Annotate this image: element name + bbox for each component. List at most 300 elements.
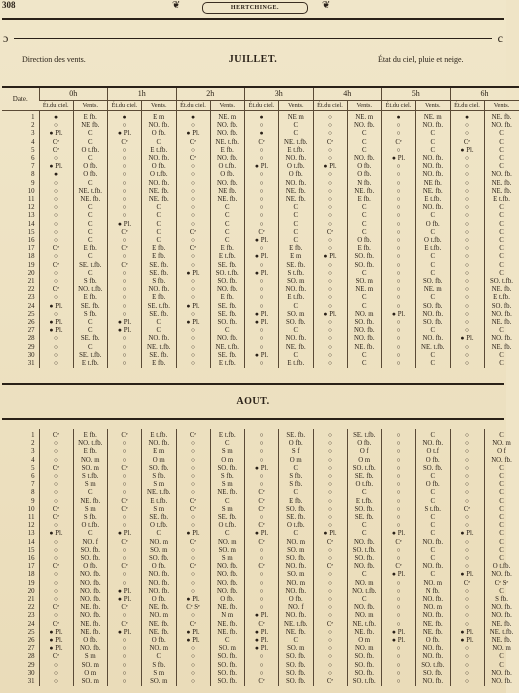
wind-cell: SO. fb. — [484, 303, 519, 311]
sky-state-cell: ○ — [450, 294, 484, 302]
sky-state-cell: Cᵉ — [176, 539, 210, 547]
wind-cell: O m — [279, 457, 314, 465]
sky-state-cell: ○ — [108, 637, 142, 645]
table-row — [2, 539, 519, 547]
sky-state-cell: ○ — [39, 270, 73, 278]
wind-cell: C — [210, 498, 245, 506]
table-row — [2, 637, 519, 645]
sky-state-cell: ○ — [313, 522, 347, 530]
table-row — [2, 621, 519, 629]
sky-state-cell: ○ — [245, 188, 279, 196]
date-cell: 4 — [31, 456, 35, 464]
wind-cell: NO. fb. — [142, 440, 177, 448]
wind-cell: C — [73, 530, 108, 538]
wind-cell: O fb. — [416, 457, 451, 465]
sky-state-cell: ○ — [245, 303, 279, 311]
table-row — [2, 457, 519, 465]
date-cell: 29 — [27, 343, 35, 351]
wind-cell: C — [416, 212, 451, 220]
wind-cell: NO. fb. — [484, 122, 519, 130]
wind-cell: NE fb. — [416, 180, 451, 188]
sky-state-cell: ○ — [313, 547, 347, 555]
wind-cell: E fb. — [73, 294, 108, 302]
table-row — [2, 344, 519, 352]
sky-state-cell: ○ — [382, 481, 416, 489]
sky-state-cell: ● Pl. — [39, 645, 73, 653]
wind-cell: NE. fb. — [484, 319, 519, 327]
wind-cell: SE. fb. — [210, 311, 245, 319]
sky-state-cell: ○ — [313, 481, 347, 489]
sky-state-cell: ○ — [450, 360, 484, 368]
date-cell: 10 — [27, 505, 35, 513]
date-cell: 7 — [31, 481, 35, 489]
sky-state-cell: ○ — [382, 344, 416, 352]
wind-cell: C — [484, 245, 519, 253]
wind-cell: NO. m — [210, 539, 245, 547]
sky-state-cell: ○ — [450, 229, 484, 237]
wind-cell: S m — [73, 506, 108, 514]
sky-state-cell: ○ — [245, 155, 279, 163]
wind-cell: C — [484, 539, 519, 547]
wind-cell: NE. fb. — [347, 344, 382, 352]
sky-state-cell: ○ — [450, 653, 484, 661]
sky-state-cell: ● Pl. — [176, 629, 210, 637]
wind-cell: C — [73, 270, 108, 278]
sky-state-cell: ○ — [176, 678, 210, 686]
date-cell: 21 — [27, 596, 35, 604]
sky-state-cell: ○ — [39, 237, 73, 245]
sky-state-cell: ○ — [108, 237, 142, 245]
sky-state-cell: Cᵉ — [108, 621, 142, 629]
hour-header-2: 2h — [176, 87, 245, 101]
wind-cell: SO. m — [279, 311, 314, 319]
sky-state-cell: ○ — [382, 286, 416, 294]
wind-cell: SO. fb. — [347, 653, 382, 661]
sky-state-cell: Cᵉ — [108, 498, 142, 506]
sky-state-cell: ○ — [313, 596, 347, 604]
sky-state-cell: ○ — [245, 670, 279, 678]
sky-state-cell: ○ — [313, 432, 347, 440]
date-cell: 12 — [27, 204, 35, 212]
table-row — [2, 473, 519, 481]
date-cell: 3 — [31, 130, 35, 138]
sky-state-cell: ○ — [313, 360, 347, 368]
table-july — [2, 86, 519, 368]
wind-cell: C — [416, 327, 451, 335]
sky-state-cell: ○ — [382, 580, 416, 588]
wind-cell: NE. t.fb. — [279, 139, 314, 147]
sky-state-cell: ○ — [245, 580, 279, 588]
header-right: État du ciel, pluie et neige. — [378, 55, 464, 64]
wind-cell: NO. fb. — [484, 678, 519, 686]
wind-cell: NO. fb. — [416, 678, 451, 686]
wind-cell: O m — [210, 457, 245, 465]
date-cell: 6 — [31, 155, 35, 163]
wind-cell: C — [484, 139, 519, 147]
wind-cell: C — [484, 327, 519, 335]
wind-cell: NE. fb. — [210, 489, 245, 497]
table-row — [2, 212, 519, 220]
wind-cell: C — [416, 530, 451, 538]
wind-cell: O fb. — [347, 237, 382, 245]
date-cell: 16 — [27, 555, 35, 563]
wind-cell: C — [416, 432, 451, 440]
sky-state-cell: ● Pl. — [313, 530, 347, 538]
wind-cell: O fb. — [210, 171, 245, 179]
wind-cell: C — [347, 571, 382, 579]
sky-state-cell: ○ — [382, 670, 416, 678]
sky-state-cell: ○ — [382, 245, 416, 253]
ornament-left-icon: ❦ — [172, 0, 181, 11]
sky-state-cell: ● Pl. — [450, 530, 484, 538]
wind-cell: SE. fb. — [279, 262, 314, 270]
sky-state-cell: ○ — [39, 547, 73, 555]
hour-header-1: 1h — [108, 87, 177, 101]
sky-state-cell: ● Pl. — [176, 270, 210, 278]
wind-cell: NO. t.fb. — [73, 440, 108, 448]
date-cell: 30 — [27, 669, 35, 677]
sky-state-cell: ○ — [108, 122, 142, 130]
sky-state-cell: ● Pl. — [176, 530, 210, 538]
wind-cell: C — [73, 180, 108, 188]
table-row — [2, 139, 519, 147]
wind-cell: NE. fb. — [73, 629, 108, 637]
wind-cell: O f — [347, 448, 382, 456]
wind-cell: O t.fb. — [73, 522, 108, 530]
sky-state-cell: ○ — [245, 262, 279, 270]
wind-cell: NO. fb. — [347, 122, 382, 130]
sky-state-cell: ○ — [450, 319, 484, 327]
sky-state-cell: ○ — [39, 344, 73, 352]
table-row — [2, 580, 519, 588]
table-row — [2, 555, 519, 563]
table-row — [2, 286, 519, 294]
wind-cell: O t.fb. — [279, 163, 314, 171]
wind-cell: S fb. — [279, 481, 314, 489]
sky-state-cell: Cᵉ — [313, 678, 347, 686]
wind-cell: NE. m — [416, 114, 451, 122]
sky-state-cell: Cᵉ — [245, 229, 279, 237]
wind-cell: NO. fb. — [210, 122, 245, 130]
sky-state-cell: ○ — [450, 662, 484, 670]
table-row — [2, 122, 519, 130]
wind-cell: E fb. — [279, 245, 314, 253]
sky-state-cell: ○ — [450, 303, 484, 311]
table-row — [2, 270, 519, 278]
wind-cell: NO. fb. — [416, 645, 451, 653]
sky-state-cell: ○ — [450, 262, 484, 270]
wind-cell: NO. fb. — [279, 180, 314, 188]
sky-state-cell: Cᵉ — [39, 563, 73, 571]
sky-state-cell: ○ — [313, 237, 347, 245]
wind-cell: NO. fb. — [210, 130, 245, 138]
sky-state-cell: ○ — [382, 294, 416, 302]
wind-cell: NO. fb. — [416, 204, 451, 212]
wind-cell: SO. fb. — [347, 262, 382, 270]
table-row — [2, 506, 519, 514]
wind-cell: NE. t.fb. — [73, 188, 108, 196]
table-row — [2, 604, 519, 612]
wind-cell: NO. m — [73, 457, 108, 465]
wind-cell: NO. fb. — [484, 311, 519, 319]
wind-cell: C — [416, 270, 451, 278]
sky-state-cell: ● — [382, 114, 416, 122]
sky-state-cell: ○ — [39, 555, 73, 563]
sky-state-cell: ○ — [313, 604, 347, 612]
wind-cell: SO. m — [279, 645, 314, 653]
sky-state-cell: ○ — [450, 188, 484, 196]
sky-state-cell: ○ — [450, 221, 484, 229]
wind-cell: E fb. — [210, 294, 245, 302]
date-cell: 3 — [31, 448, 35, 456]
sky-state-cell: ○ — [176, 147, 210, 155]
sky-state-cell: ○ — [382, 440, 416, 448]
wind-cell: NO. m — [142, 612, 177, 620]
wind-cell: NO. fb. — [142, 588, 177, 596]
sky-state-cell: ○ — [450, 196, 484, 204]
sky-state-cell: ○ — [382, 212, 416, 220]
wind-cell: O m — [347, 637, 382, 645]
wind-cell: NE. fb. — [210, 196, 245, 204]
sky-state-cell: Cᵉ — [176, 139, 210, 147]
wind-cell: NE. fb. — [210, 621, 245, 629]
wind-cell: NO. t.fb. — [73, 286, 108, 294]
wind-cell: C — [484, 352, 519, 360]
sky-state-cell: ○ — [382, 253, 416, 261]
wind-cell: O fb. — [279, 171, 314, 179]
sky-state-cell: ○ — [39, 204, 73, 212]
sky-state-cell: ○ — [176, 481, 210, 489]
wind-cell: SO. fb. — [73, 555, 108, 563]
sky-state-cell: ● Pl. — [313, 163, 347, 171]
sky-state-cell: ● Pl. — [245, 237, 279, 245]
wind-cell: S m — [210, 448, 245, 456]
wind-cell: SE. fb. — [347, 473, 382, 481]
section-rule-bottom — [2, 418, 504, 420]
sky-state-cell: Cᵉ — [39, 139, 73, 147]
sky-state-cell: Cᵉ — [108, 245, 142, 253]
table-row — [2, 670, 519, 678]
wind-cell: E t.fb. — [484, 294, 519, 302]
wind-cell: SO. fb. — [210, 653, 245, 661]
sky-state-cell: Cᵉ — [39, 653, 73, 661]
wind-cell: C — [347, 360, 382, 368]
sky-state-cell: ○ — [108, 555, 142, 563]
sky-state-cell: ○ — [382, 448, 416, 456]
wind-cell: C — [416, 489, 451, 497]
sky-state-cell: ○ — [382, 522, 416, 530]
sky-state-cell: ○ — [245, 596, 279, 604]
wind-cell: NO. fb. — [484, 612, 519, 620]
wind-cell: C — [279, 637, 314, 645]
sky-state-cell: ○ — [176, 286, 210, 294]
wind-cell: S m — [210, 481, 245, 489]
wind-cell: C — [279, 303, 314, 311]
date-cell: 17 — [27, 245, 35, 253]
table-row — [2, 481, 519, 489]
sky-state-cell: ● Pl. — [382, 155, 416, 163]
wind-cell: C — [484, 221, 519, 229]
date-cell: 20 — [27, 269, 35, 277]
wind-cell: E t.fb. — [73, 360, 108, 368]
sky-state-cell: ○ — [176, 555, 210, 563]
sky-state-cell: ○ — [108, 678, 142, 686]
wind-cell: E t.fb. — [416, 245, 451, 253]
sky-state-cell: ● Pl. — [245, 352, 279, 360]
table-row — [2, 171, 519, 179]
date-cell: 5 — [31, 464, 35, 472]
wind-cell: NO. fb. — [484, 457, 519, 465]
sky-state-cell: ○ — [450, 555, 484, 563]
wind-cell: NO. fb. — [484, 571, 519, 579]
wind-cell: C — [484, 473, 519, 481]
sky-state-cell: Cᵉ — [39, 465, 73, 473]
table-row — [2, 530, 519, 538]
sky-state-cell: ○ — [382, 465, 416, 473]
sky-state-cell: ○ — [450, 432, 484, 440]
sky-state-cell: ● Pl. — [245, 270, 279, 278]
sky-state-cell: ○ — [39, 580, 73, 588]
date-cell: 22 — [27, 286, 35, 294]
table-row — [2, 303, 519, 311]
table-row — [2, 360, 519, 368]
wind-cell: SO. fb. — [279, 506, 314, 514]
wind-cell: S t.fb. — [279, 270, 314, 278]
scroll-right-icon: c — [497, 31, 503, 45]
sky-state-cell: ○ — [39, 221, 73, 229]
table-row — [2, 180, 519, 188]
sky-state-cell: ○ — [450, 645, 484, 653]
sky-state-cell: ● Pl. — [39, 637, 73, 645]
sky-state-cell: ○ — [450, 621, 484, 629]
wind-cell: SO. m — [73, 662, 108, 670]
date-cell: 11 — [27, 196, 35, 204]
top-rule — [2, 18, 504, 20]
sky-state-cell: ○ — [108, 155, 142, 163]
sky-state-cell: ○ — [245, 147, 279, 155]
wind-cell: C — [484, 653, 519, 661]
sky-state-cell: ○ — [382, 489, 416, 497]
section-title-aout: AOUT. — [236, 396, 270, 407]
sky-state-cell: ○ — [108, 522, 142, 530]
sky-state-cell: ○ — [245, 278, 279, 286]
wind-cell: S fb. — [73, 311, 108, 319]
wind-cell: C — [484, 555, 519, 563]
wind-cell: C — [347, 596, 382, 604]
wind-cell: NO. m — [279, 539, 314, 547]
wind-cell: NO. m — [416, 580, 451, 588]
sky-state-cell: ○ — [176, 196, 210, 204]
date-cell: 23 — [27, 294, 35, 302]
wind-cell: NE. fb. — [279, 344, 314, 352]
sky-state-cell: ○ — [313, 196, 347, 204]
table-row — [2, 662, 519, 670]
sky-state-cell: ○ — [108, 212, 142, 220]
sky-state-cell: ○ — [176, 122, 210, 130]
wind-cell: N m — [210, 612, 245, 620]
wind-cell: SO. fb. — [347, 253, 382, 261]
sky-state-cell: ○ — [108, 204, 142, 212]
wind-cell: S f — [279, 448, 314, 456]
sky-state-cell: Cᵉ — [450, 506, 484, 514]
date-cell: 26 — [27, 319, 35, 327]
wind-cell: NO. fb. — [347, 539, 382, 547]
sky-state-cell: ○ — [450, 604, 484, 612]
sky-state-cell: ○ — [450, 678, 484, 686]
sky-state-cell: ○ — [313, 662, 347, 670]
date-cell: 14 — [27, 538, 35, 546]
sky-state-cell: ○ — [313, 448, 347, 456]
sky-state-cell: ● Pl. — [382, 637, 416, 645]
wind-cell: NO. fb. — [73, 580, 108, 588]
date-cell: 9 — [31, 179, 35, 187]
wind-cell: C — [484, 229, 519, 237]
wind-cell: NE. fb. — [279, 196, 314, 204]
wind-cell: NE. fb. — [142, 629, 177, 637]
sky-state-cell: ● Pl. — [245, 530, 279, 538]
wind-cell: C — [484, 204, 519, 212]
sky-state-cell: ○ — [245, 604, 279, 612]
sky-state-cell: ○ — [450, 270, 484, 278]
wind-cell: NO. fb. — [416, 122, 451, 130]
sky-state-cell: ○ — [245, 221, 279, 229]
sky-state-cell: ○ — [176, 163, 210, 171]
wind-cell: SO. fb. — [210, 678, 245, 686]
table-row — [2, 522, 519, 530]
sky-state-cell: ○ — [382, 171, 416, 179]
sky-state-cell: ○ — [108, 147, 142, 155]
wind-cell: E t.fb. — [210, 360, 245, 368]
sky-state-header: Ét.du ciel. — [382, 101, 416, 111]
wind-cell: E t.fb. — [347, 498, 382, 506]
sky-state-cell: Cᵉ — [176, 621, 210, 629]
sky-state-cell: ○ — [382, 596, 416, 604]
sky-state-cell: Cᵉ — [108, 229, 142, 237]
wind-cell: SE. fb. — [142, 514, 177, 522]
sky-state-cell: ○ — [382, 221, 416, 229]
sky-state-cell: ○ — [450, 352, 484, 360]
wind-cell: C — [347, 530, 382, 538]
wind-cell: NE. fb. — [484, 114, 519, 122]
sky-state-cell: ○ — [108, 278, 142, 286]
table-row — [2, 163, 519, 171]
wind-cell: S t.fb. — [73, 473, 108, 481]
sky-state-cell: ○ — [313, 473, 347, 481]
sky-state-cell: ○ — [39, 311, 73, 319]
wind-cell: NO. fb. — [347, 335, 382, 343]
wind-cell: C — [142, 653, 177, 661]
table-row — [2, 335, 519, 343]
sky-state-cell: ○ — [39, 522, 73, 530]
wind-cell: C — [416, 130, 451, 138]
wind-cell: C — [279, 465, 314, 473]
wind-cell: O fb. — [416, 481, 451, 489]
sky-state-cell: ○ — [313, 506, 347, 514]
wind-cell: SE. fb. — [347, 514, 382, 522]
wind-cell: C — [73, 130, 108, 138]
sky-state-cell: ○ — [313, 653, 347, 661]
wind-cell: NO. fb. — [416, 440, 451, 448]
sky-state-cell: ○ — [176, 580, 210, 588]
sky-state-cell: ● — [245, 130, 279, 138]
sky-state-cell: ● Pl. — [245, 637, 279, 645]
wind-cell: SE. fb. — [73, 303, 108, 311]
sky-state-cell: ○ — [313, 319, 347, 327]
wind-cell: SO. t.fb. — [347, 547, 382, 555]
wind-cell: C — [416, 139, 451, 147]
wind-cell: E fb. — [210, 147, 245, 155]
wind-cell: NO. fb. — [347, 563, 382, 571]
